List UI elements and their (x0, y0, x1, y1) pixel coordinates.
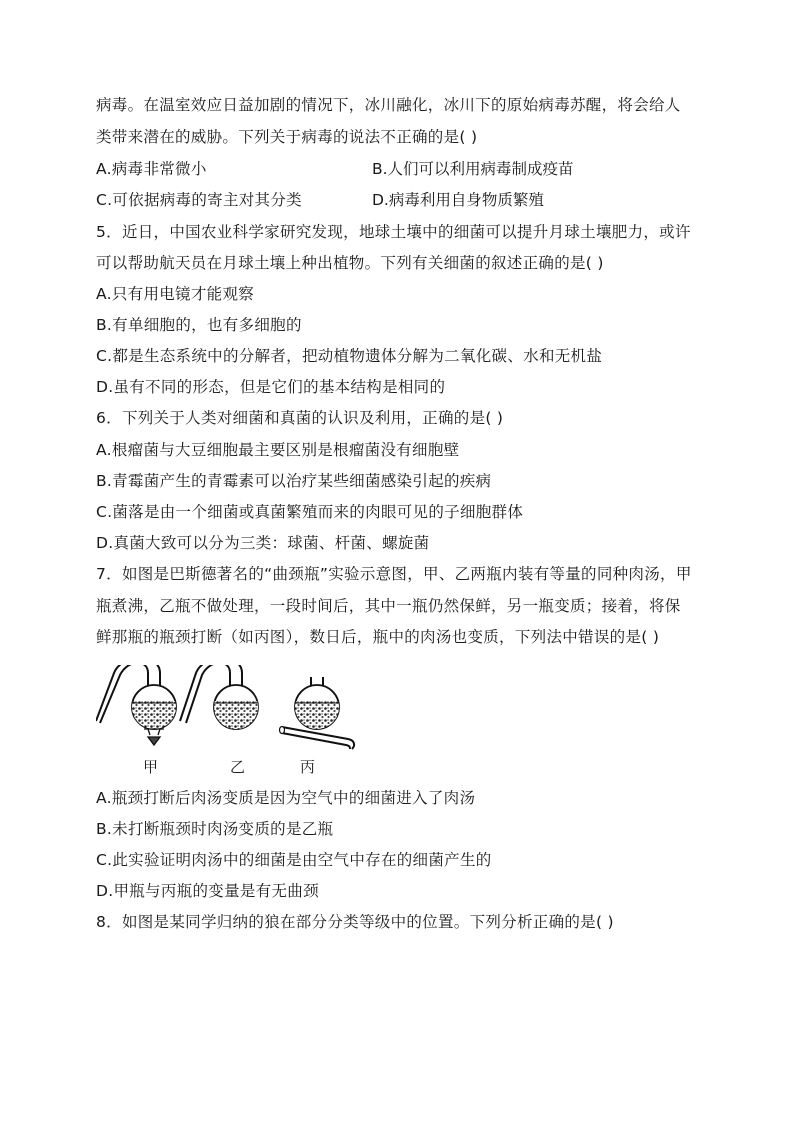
figure-label-yi: 乙 (230, 758, 246, 776)
q7-stem-line2: 瓶煮沸，乙瓶不做处理，一段时间后，其中一瓶仍然保鲜，另一瓶变质；接着，将保 (96, 597, 681, 615)
q4-stem-line1: 病毒。在温室效应日益加剧的情况下，冰川融化，冰川下的原始病毒苏醒，将会给人 (96, 96, 681, 114)
q4-option-d: D.病毒利用自身物质繁殖 (372, 191, 544, 209)
flask-jia (96, 665, 182, 745)
q7-option-b: B.未打断瓶颈时肉汤变质的是乙瓶 (96, 820, 334, 838)
q4-option-c: C.可依据病毒的寄主对其分类 (96, 191, 302, 209)
q6-option-d: D.真菌大致可以分为三类：球菌、杆菌、螺旋菌 (96, 534, 430, 552)
flask-bing (280, 677, 355, 749)
flask-yi (180, 665, 264, 731)
q6-option-c: C.菌落是由一个细菌或真菌繁殖而来的肉眼可见的子细胞群体 (96, 503, 524, 521)
q4-option-a: A.病毒非常微小 (96, 160, 207, 178)
q5-option-a: A.只有用电镜才能观察 (96, 285, 255, 303)
figure-label-bing: 丙 (300, 758, 316, 776)
q6-option-a: A.根瘤菌与大豆细胞最主要区别是根瘤菌没有细胞壁 (96, 441, 460, 459)
q5-option-d: D.虽有不同的形态，但是它们的基本结构是相同的 (96, 378, 446, 396)
q6-stem-line1: 6．下列关于人类对细菌和真菌的认识及利用，正确的是( ) (96, 409, 504, 427)
q5-option-b: B.有单细胞的，也有多细胞的 (96, 316, 302, 334)
q7-stem-line3: 鲜那瓶的瓶颈打断（如丙图），数日后，瓶中的肉汤也变质，下列法中错误的是( ) (96, 628, 660, 646)
q6-option-b: B.青霉菌产生的青霉素可以治疗某些细菌感染引起的疾病 (96, 472, 492, 490)
q7-option-d: D.甲瓶与丙瓶的变量是有无曲颈 (96, 882, 319, 900)
q8-stem-line1: 8．如图是某同学归纳的狼在部分分类等级中的位置。下列分析正确的是( ) (96, 913, 614, 931)
q4-option-b: B.人们可以利用病毒制成疫苗 (372, 160, 574, 178)
figure-label-jia: 甲 (143, 758, 159, 776)
q5-option-c: C.都是生态系统中的分解者，把动植物遗体分解为二氧化碳、水和无机盐 (96, 347, 603, 365)
q5-stem-line1: 5．近日，中国农业科学家研究发现，地球土壤中的细菌可以提升月球土壤肥力，或许 (96, 223, 691, 241)
q4-stem-line2: 类带来潜在的威胁。下列关于病毒的说法不正确的是( ) (96, 128, 478, 146)
q7-option-a: A.瓶颈打断后肉汤变质是因为空气中的细菌进入了肉汤 (96, 789, 476, 807)
q7-stem-line1: 7．如图是巴斯德著名的“曲颈瓶”实验示意图，甲、乙两瓶内装有等量的同种肉汤，甲 (96, 565, 692, 583)
q7-option-c: C.此实验证明肉汤中的细菌是由空气中存在的细菌产生的 (96, 851, 492, 869)
q5-stem-line2: 可以帮助航天员在月球土壤上种出植物。下列有关细菌的叙述正确的是( ) (96, 254, 604, 272)
